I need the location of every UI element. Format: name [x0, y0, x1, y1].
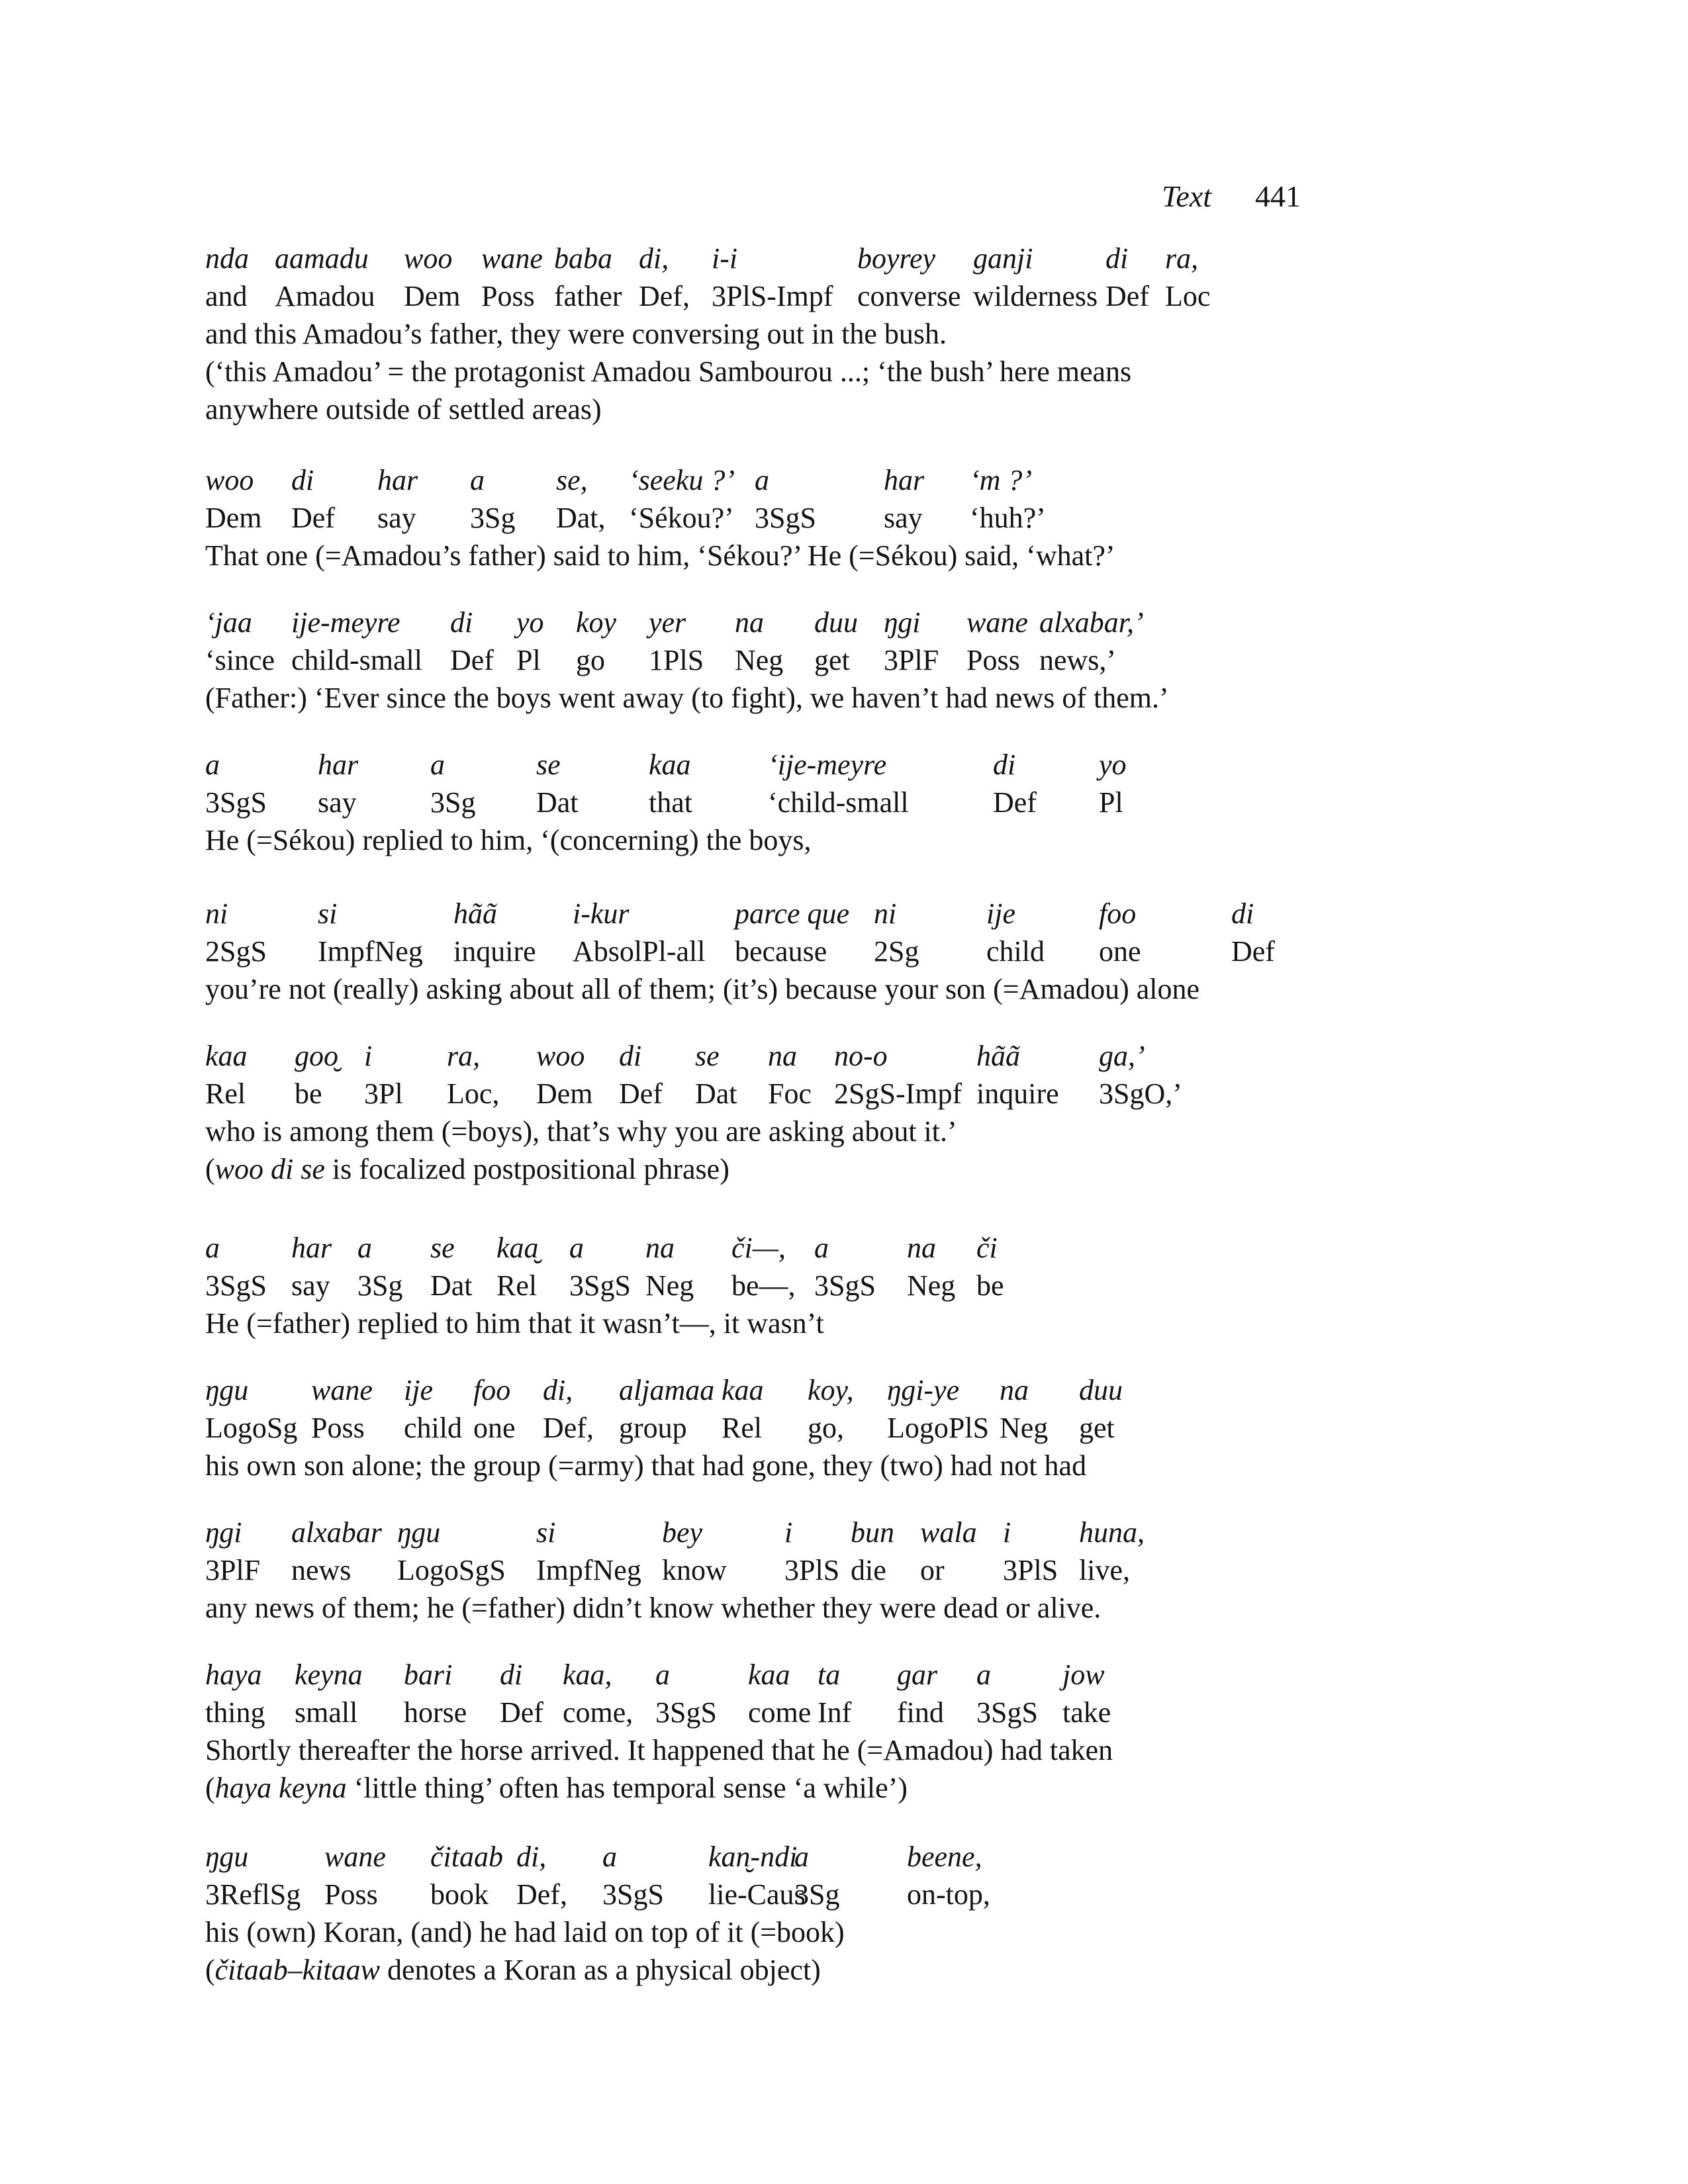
- free-translation: and this Amadou’s father, they were conversing out in the bush.: [205, 318, 947, 350]
- gloss-word: Poss: [324, 1878, 378, 1911]
- source-word: keyna: [295, 1659, 363, 1691]
- free-translation: That one (=Amadou’s father) said to him, ‘Sékou?’ He (=Sékou) said, ‘what?’: [205, 539, 1115, 572]
- gloss-word: Loc,: [447, 1077, 500, 1110]
- source-word: a: [814, 1232, 829, 1264]
- gloss-block: [205, 463, 1331, 576]
- gloss-word: say: [318, 786, 357, 819]
- source-word: se,: [556, 464, 588, 496]
- source-word: hãã: [453, 897, 497, 930]
- gloss-word: die: [851, 1554, 886, 1586]
- gloss-word: take: [1062, 1696, 1111, 1729]
- source-word: na: [1000, 1374, 1029, 1406]
- source-word: ‘seeku ?’: [629, 464, 735, 496]
- gloss-word: Dat: [430, 1269, 473, 1302]
- source-word: har: [377, 464, 418, 496]
- source-word: har: [884, 464, 925, 496]
- source-word: či—,: [731, 1232, 786, 1264]
- source-line: [205, 1658, 1331, 1696]
- gloss-word: child-small: [291, 644, 422, 676]
- gloss-word: Dat: [536, 786, 579, 819]
- gloss-word: 3PlS-Impf: [712, 280, 833, 312]
- gloss-word: Def: [450, 644, 494, 676]
- section-title: Text: [1162, 179, 1211, 213]
- gloss-word: Inf: [818, 1696, 852, 1729]
- gloss-word: live,: [1079, 1554, 1130, 1586]
- source-line: [205, 748, 1331, 786]
- source-word: duu: [1079, 1374, 1123, 1406]
- gloss-word: 3PlS: [1003, 1554, 1058, 1586]
- gloss-word: and: [205, 280, 248, 312]
- source-word: na: [907, 1232, 936, 1264]
- source-word: di: [291, 464, 314, 496]
- source-word: ‘ije-meyre: [768, 749, 887, 781]
- gloss-word: Pl: [1099, 786, 1123, 819]
- source-word: bey: [662, 1516, 703, 1549]
- gloss-word: one: [473, 1412, 516, 1444]
- source-word: alxabar: [291, 1516, 382, 1549]
- source-word: yo: [516, 606, 544, 639]
- source-word: huna,: [1079, 1516, 1145, 1549]
- gloss-word: small: [295, 1696, 358, 1729]
- source-word: goo̮: [295, 1040, 338, 1072]
- gloss-word: or: [920, 1554, 945, 1586]
- source-word: a: [205, 1232, 220, 1264]
- source-word: di: [619, 1040, 642, 1072]
- gloss-word: Def: [291, 502, 335, 534]
- gloss-word: 3SgS: [976, 1696, 1038, 1729]
- source-word: bari: [404, 1659, 453, 1691]
- gloss-word: go,: [808, 1412, 844, 1444]
- source-line: [205, 606, 1331, 643]
- gloss-word: know: [662, 1554, 727, 1586]
- gloss-word: Poss: [966, 644, 1020, 676]
- gloss-word: say: [884, 502, 923, 534]
- gloss-word: Poss: [481, 280, 535, 312]
- gloss-word: 3Sg: [357, 1269, 403, 1302]
- source-word: aamadu: [275, 242, 369, 275]
- source-line: [205, 1840, 1331, 1878]
- gloss-word: ‘Sékou?’: [629, 502, 734, 534]
- gloss-word: Poss: [311, 1412, 365, 1444]
- gloss-word: 3SgS: [655, 1696, 717, 1729]
- source-word: wane: [481, 242, 543, 275]
- gloss-word: 3SgS: [814, 1269, 876, 1302]
- gloss-line: [205, 1878, 1331, 1915]
- source-word: wane: [966, 606, 1028, 639]
- gloss-word: thing: [205, 1696, 265, 1729]
- gloss-word: 3SgS: [569, 1269, 631, 1302]
- gloss-word: 3ReflSg: [205, 1878, 301, 1911]
- gloss-word: 3SgS: [755, 502, 816, 534]
- gloss-word: on-top,: [907, 1878, 990, 1911]
- gloss-block: [205, 1373, 1331, 1486]
- source-word: ga,’: [1099, 1040, 1145, 1072]
- source-word: ŋgu: [397, 1516, 441, 1549]
- gloss-word: Def: [993, 786, 1037, 819]
- gloss-word: 3Sg: [470, 502, 516, 534]
- gloss-word: one: [1099, 935, 1141, 968]
- gloss-word: child: [986, 935, 1045, 968]
- source-word: a: [470, 464, 485, 496]
- gloss-line: [205, 1411, 1331, 1449]
- source-word: i-i: [712, 242, 738, 275]
- gloss-word: 3SgS: [205, 1269, 267, 1302]
- gloss-line: [205, 934, 1331, 972]
- gloss-word: Dat,: [556, 502, 606, 534]
- source-word: no-o: [834, 1040, 888, 1072]
- gloss-word: find: [897, 1696, 944, 1729]
- gloss-word: inquire: [453, 935, 536, 968]
- gloss-word: news,’: [1039, 644, 1117, 676]
- source-word: bun: [851, 1516, 894, 1549]
- gloss-word: Rel: [722, 1412, 763, 1444]
- gloss-block: [205, 1658, 1331, 1809]
- source-word: kaa: [649, 749, 691, 781]
- source-word: di,: [639, 242, 669, 275]
- source-word: wane: [311, 1374, 373, 1406]
- gloss-word: lie-Caus: [708, 1878, 806, 1911]
- gloss-line: [205, 1553, 1331, 1591]
- source-word: alxabar,’: [1039, 606, 1144, 639]
- source-word: yer: [649, 606, 686, 639]
- gloss-word: Def: [1105, 280, 1149, 312]
- gloss-word: Rel: [496, 1269, 538, 1302]
- free-translation: who is among them (=boys), that’s why you are asking about it.’: [205, 1115, 957, 1148]
- gloss-word: get: [1079, 1412, 1115, 1444]
- source-line: [205, 897, 1331, 934]
- running-header: [1162, 179, 1301, 214]
- source-word: gar: [897, 1659, 938, 1691]
- source-word: kaa: [722, 1374, 764, 1406]
- source-word: ta: [818, 1659, 841, 1691]
- source-word: ganji: [973, 242, 1033, 275]
- source-word: di: [1105, 242, 1129, 275]
- gloss-word: converse: [857, 280, 961, 312]
- source-word: yo: [1099, 749, 1127, 781]
- free-translation: He (=Sékou) replied to him, ‘(concerning) the boys,: [205, 824, 812, 856]
- gloss-word: LogoPlS: [887, 1412, 990, 1444]
- gloss-word: group: [619, 1412, 687, 1444]
- source-word: foo: [473, 1374, 511, 1406]
- gloss-word: because: [735, 935, 827, 968]
- source-word: a: [357, 1232, 372, 1264]
- gloss-word: Dem: [404, 280, 461, 312]
- source-word: i: [1003, 1516, 1011, 1549]
- source-word: koy: [576, 606, 617, 639]
- source-word: ŋgi: [205, 1516, 242, 1549]
- source-word: parce que: [735, 897, 850, 930]
- source-word: kaa: [205, 1040, 248, 1072]
- source-word: kan̮-ndi: [708, 1841, 798, 1873]
- free-translation: (Father:) ‘Ever since the boys went away (to fight), we haven’t had news of them.’: [205, 682, 1169, 714]
- gloss-block: [205, 897, 1331, 1010]
- source-word: si: [536, 1516, 556, 1549]
- commentary-note: (čitaab–kitaaw denotes a Koran as a physical object): [205, 1954, 821, 1986]
- gloss-line: [205, 786, 1331, 823]
- gloss-line: [205, 279, 1331, 317]
- source-word: woo: [404, 242, 453, 275]
- gloss-word: be: [976, 1269, 1004, 1302]
- source-word: na: [768, 1040, 797, 1072]
- gloss-word: 1PlS: [649, 644, 704, 676]
- gloss-word: wilderness: [973, 280, 1098, 312]
- gloss-word: 3SgS: [205, 786, 267, 819]
- gloss-line: [205, 501, 1331, 539]
- source-word: haya: [205, 1659, 262, 1691]
- gloss-word: 3Pl: [364, 1077, 403, 1110]
- gloss-block: [205, 1840, 1331, 1991]
- source-word: na: [735, 606, 764, 639]
- gloss-word: LogoSgS: [397, 1554, 506, 1586]
- gloss-word: 2Sg: [874, 935, 919, 968]
- gloss-word: 2SgS-Impf: [834, 1077, 962, 1110]
- source-word: ŋgu: [205, 1374, 249, 1406]
- gloss-block: [205, 748, 1331, 861]
- free-translation: his own son alone; the group (=army) that had gone, they (two) had not had: [205, 1449, 1087, 1482]
- source-word: ‘m ?’: [970, 464, 1033, 496]
- free-translation: He (=father) replied to him that it wasn’t—, it wasn’t: [205, 1307, 824, 1340]
- source-word: di: [500, 1659, 523, 1691]
- gloss-word: 3PlF: [205, 1554, 261, 1586]
- source-word: i-kur: [573, 897, 630, 930]
- source-word: ije: [404, 1374, 433, 1406]
- source-word: či: [976, 1232, 998, 1264]
- source-word: se: [536, 749, 561, 781]
- commentary-note: (‘this Amadou’ = the protagonist Amadou Sambourou ...; ‘the bush’ here means: [205, 355, 1132, 388]
- commentary-note: anywhere outside of settled areas): [205, 393, 602, 426]
- source-word: har: [291, 1232, 332, 1264]
- source-word: i: [364, 1040, 373, 1072]
- free-translation: any news of them; he (=father) didn’t know whether they were dead or alive.: [205, 1592, 1102, 1624]
- gloss-word: 3Sg: [430, 786, 476, 819]
- source-word: duu: [814, 606, 858, 639]
- source-word: a: [602, 1841, 617, 1873]
- source-word: ŋgi-ye: [887, 1374, 960, 1406]
- gloss-word: get: [814, 644, 850, 676]
- gloss-word: come: [748, 1696, 812, 1729]
- gloss-word: Dem: [205, 502, 262, 534]
- source-word: ‘jaa: [205, 606, 252, 639]
- gloss-word: be: [295, 1077, 322, 1110]
- gloss-word: 3PlS: [784, 1554, 840, 1586]
- gloss-word: Dat: [695, 1077, 737, 1110]
- gloss-word: say: [377, 502, 416, 534]
- gloss-word: ‘huh?’: [970, 502, 1046, 534]
- gloss-block: [205, 242, 1331, 430]
- gloss-word: horse: [404, 1696, 467, 1729]
- gloss-word: AbsolPl-all: [573, 935, 706, 968]
- source-word: ŋgi: [884, 606, 921, 639]
- source-word: ra,: [447, 1040, 481, 1072]
- gloss-word: Amadou: [275, 280, 375, 312]
- source-word: se: [695, 1040, 720, 1072]
- source-line: [205, 1039, 1331, 1077]
- source-word: a: [976, 1659, 991, 1691]
- gloss-block: [205, 1039, 1331, 1190]
- source-word: na: [645, 1232, 675, 1264]
- gloss-word: 3PlF: [884, 644, 939, 676]
- source-word: jow: [1062, 1659, 1105, 1691]
- source-word: ije-meyre: [291, 606, 400, 639]
- source-word: har: [318, 749, 359, 781]
- gloss-block: [205, 1231, 1331, 1344]
- gloss-word: Pl: [516, 644, 541, 676]
- source-word: koy,: [808, 1374, 854, 1406]
- gloss-word: Neg: [645, 1269, 694, 1302]
- source-word: ra,: [1165, 242, 1199, 275]
- source-word: di: [450, 606, 473, 639]
- source-word: di: [993, 749, 1016, 781]
- gloss-word: go: [576, 644, 605, 676]
- gloss-word: ImpfNeg: [318, 935, 423, 968]
- gloss-word: 3SgS: [602, 1878, 664, 1911]
- source-line: [205, 242, 1331, 279]
- source-word: kaa̮: [496, 1232, 539, 1264]
- gloss-word: news: [291, 1554, 352, 1586]
- gloss-word: Def,: [516, 1878, 567, 1911]
- source-word: woo: [205, 464, 254, 496]
- source-word: se: [430, 1232, 455, 1264]
- gloss-line: [205, 1269, 1331, 1306]
- source-word: i: [784, 1516, 793, 1549]
- gloss-line: [205, 1696, 1331, 1733]
- free-translation: you’re not (really) asking about all of them; (it’s) because your son (=Amadou) alone: [205, 973, 1200, 1005]
- source-word: nda: [205, 242, 249, 275]
- source-word: baba: [554, 242, 612, 275]
- source-word: beene,: [907, 1841, 982, 1873]
- gloss-line: [205, 643, 1331, 681]
- gloss-word: Loc: [1165, 280, 1211, 312]
- gloss-word: Dem: [536, 1077, 593, 1110]
- source-line: [205, 1516, 1331, 1553]
- page-number: 441: [1255, 179, 1301, 213]
- gloss-word: LogoSg: [205, 1412, 298, 1444]
- source-word: ni: [205, 897, 228, 930]
- gloss-word: Def,: [543, 1412, 594, 1444]
- source-line: [205, 463, 1331, 501]
- source-word: kaa: [748, 1659, 790, 1691]
- gloss-block: [205, 1516, 1331, 1629]
- gloss-word: come,: [563, 1696, 633, 1729]
- source-word: di: [1231, 897, 1254, 930]
- source-word: a: [430, 749, 445, 781]
- gloss-word: 3Sg: [794, 1878, 840, 1911]
- source-word: ije: [986, 897, 1015, 930]
- free-translation: his (own) Koran, (and) he had laid on top of it (=book): [205, 1916, 845, 1948]
- gloss-word: be—,: [731, 1269, 796, 1302]
- source-line: [205, 1231, 1331, 1269]
- source-word: wane: [324, 1841, 386, 1873]
- source-word: kaa,: [563, 1659, 612, 1691]
- gloss-word: ‘since: [205, 644, 275, 676]
- gloss-word: ImpfNeg: [536, 1554, 641, 1586]
- source-word: wala: [920, 1516, 977, 1549]
- gloss-word: Neg: [907, 1269, 956, 1302]
- gloss-word: father: [554, 280, 622, 312]
- gloss-word: inquire: [976, 1077, 1059, 1110]
- source-word: a: [755, 464, 769, 496]
- source-word: aljamaa: [619, 1374, 715, 1406]
- source-word: si: [318, 897, 338, 930]
- gloss-word: Foc: [768, 1077, 812, 1110]
- source-word: ni: [874, 897, 897, 930]
- gloss-word: Rel: [205, 1077, 246, 1110]
- gloss-word: ‘child-small: [768, 786, 909, 819]
- gloss-word: Neg: [735, 644, 784, 676]
- gloss-line: [205, 1077, 1331, 1115]
- source-word: čitaab: [430, 1841, 503, 1873]
- source-word: a: [794, 1841, 809, 1873]
- source-word: a: [569, 1232, 584, 1264]
- source-word: di,: [543, 1374, 573, 1406]
- source-word: hãã: [976, 1040, 1020, 1072]
- gloss-word: Def,: [639, 280, 690, 312]
- source-word: woo: [536, 1040, 585, 1072]
- gloss-word: Def: [619, 1077, 663, 1110]
- gloss-word: book: [430, 1878, 489, 1911]
- gloss-word: say: [291, 1269, 330, 1302]
- gloss-word: 3SgO,’: [1099, 1077, 1182, 1110]
- source-word: di,: [516, 1841, 547, 1873]
- source-word: a: [205, 749, 220, 781]
- gloss-word: Def: [1231, 935, 1275, 968]
- source-word: boyrey: [857, 242, 936, 275]
- source-word: a: [655, 1659, 670, 1691]
- gloss-word: 2SgS: [205, 935, 267, 968]
- source-word: foo: [1099, 897, 1137, 930]
- free-translation: Shortly thereafter the horse arrived. It happened that he (=Amadou) had taken: [205, 1734, 1113, 1766]
- gloss-word: child: [404, 1412, 462, 1444]
- commentary-note: (woo di se is focalized postpositional phrase): [205, 1153, 729, 1185]
- source-line: [205, 1373, 1331, 1411]
- gloss-word: that: [649, 786, 692, 819]
- gloss-word: Def: [500, 1696, 543, 1729]
- source-word: ŋgu: [205, 1841, 249, 1873]
- gloss-word: Neg: [1000, 1412, 1049, 1444]
- gloss-block: [205, 606, 1331, 719]
- commentary-note: (haya keyna ‘little thing’ often has temporal sense ‘a while’): [205, 1772, 908, 1804]
